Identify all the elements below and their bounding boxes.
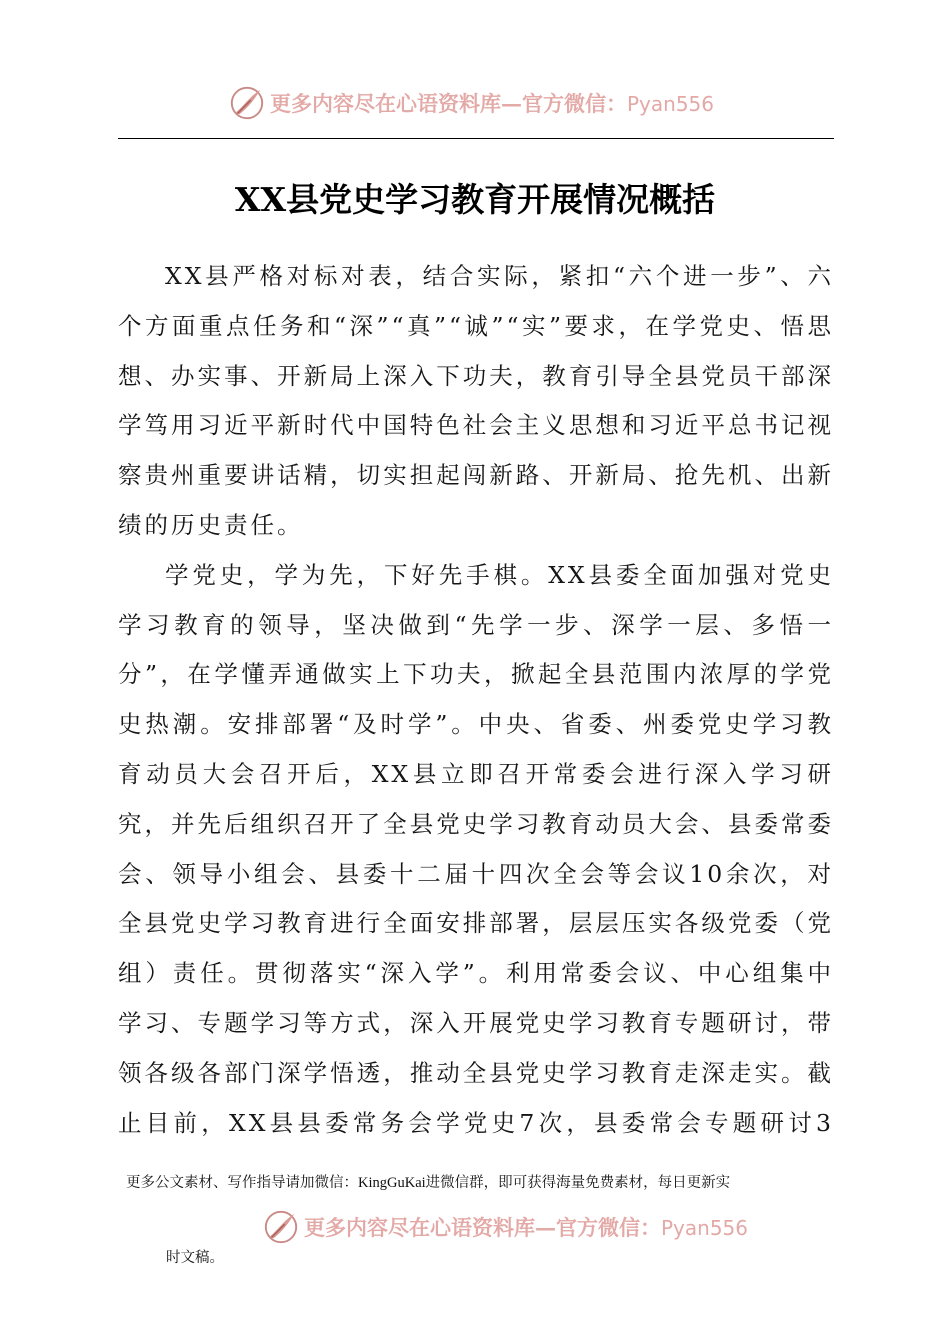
paragraph: 学党史，学为先，下好先手棋。XX县委全面加强对党史学习教育的领导，坚决做到“先学一步、深学一层、多悟一分”，在学懂弄通做实上下功夫，掀起全县范围内浓厚的学党史热潮。安排部署“及时学”。中央、省委、州委党史学习教育动员大会召开后，XX县立即召开常委会进行深入学习研究，并先后组织召开了全县党史学习教育动员大会、县委常委会、领导小组会、县委十二届十四次全会等会议10余次，对全县党史学习教育进行全面安排部署，层层压实各级党委（党组）责任。贯彻落实“深入学”。利用常委会议、中心组集中学习、专题学习等方式，深入开展党史学习教育专题研讨，带领各级各部门深学悟透，推动全县党史学习教育走深走实。截止目前，XX县县委常务会学党史7次，县委常会专题研讨3 xyxy=(118,560,834,1137)
watermark-bottom xyxy=(262,1208,748,1246)
document-title: XX县党史学习教育开展情况概括 xyxy=(234,180,716,219)
header-divider xyxy=(118,138,834,139)
footer-note-continued: 时文稿。 xyxy=(166,1250,224,1266)
watermark-text: 更多内容尽在心语资料库—官方微信：Pyan556 xyxy=(304,1215,749,1240)
document-body xyxy=(118,252,834,1147)
footer-note: 更多公文素材、写作指导请加微信：KingGuKai进微信群，即可获得海量免费素材，每日更新实 xyxy=(126,1175,731,1191)
watermark-text: 更多内容尽在心语资料库—官方微信：Pyan556 xyxy=(270,91,715,116)
quill-logo-icon xyxy=(262,1208,300,1246)
paragraph: XX县严格对标对表，结合实际，紧扣“六个进一步”、六个方面重点任务和“深”“真”“诚”“实”要求，在学党史、悟思想、办实事、开新局上深入下功夫，教育引导全县党员干部深学笃用习近平新时代中国特色社会主义思想和习近平总书记视察贵州重要讲话精，切实担起闯新路、开新局、抢先机、出新绩的历史责任。 xyxy=(118,262,834,539)
quill-logo-icon xyxy=(228,84,266,122)
watermark-wechat-id: Pyan556 xyxy=(627,92,715,116)
watermark-top xyxy=(228,84,714,122)
watermark-wechat-id: Pyan556 xyxy=(661,1216,749,1240)
